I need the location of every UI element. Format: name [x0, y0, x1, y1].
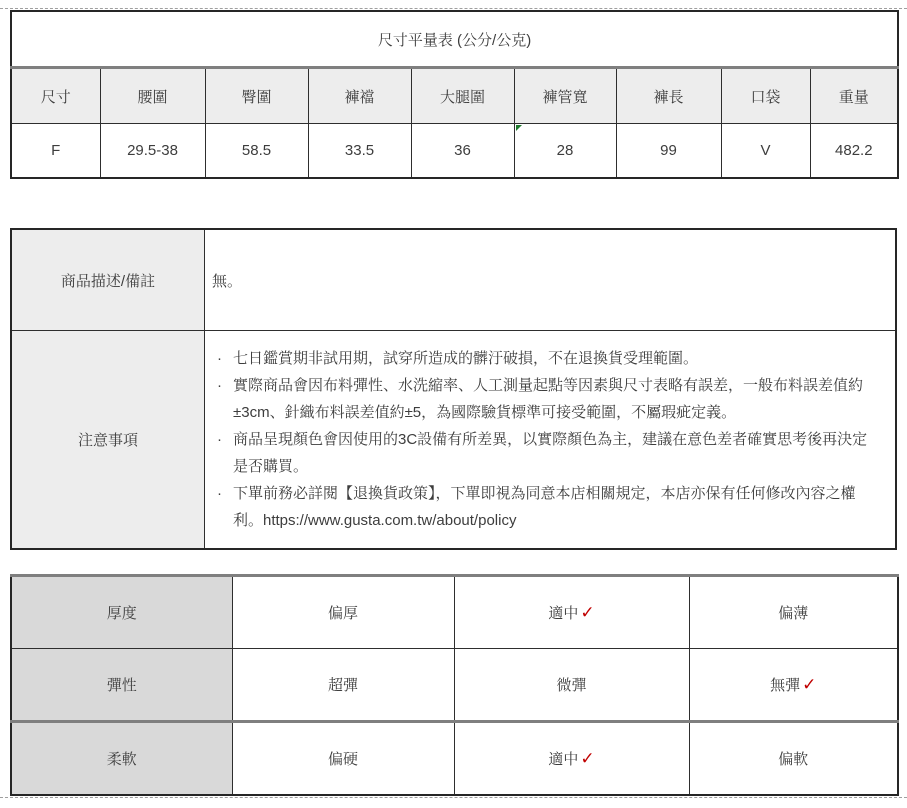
size-value-cell-7: V — [721, 124, 810, 179]
attribute-label-0: 厚度 — [11, 576, 232, 649]
size-value-cell-4: 36 — [411, 124, 514, 179]
red-check-icon: ✓ — [580, 603, 595, 622]
size-column-header-2: 臀圍 — [205, 68, 308, 124]
bullet-dot-icon: · — [217, 377, 222, 394]
bullet-dot-icon: · — [217, 350, 222, 367]
red-check-icon: ✓ — [580, 749, 595, 768]
size-column-header-5: 褲管寬 — [514, 68, 616, 124]
notes-bullet-list — [212, 345, 881, 534]
attribute-option-1-2: 無彈 ✓ — [689, 649, 898, 722]
notes-bullet-text: 商品呈現顏色會因使用的3C設備有所差異，以實際顏色為主，建議在意色差者確實思考後再決定是否購買。 — [233, 431, 868, 475]
size-value-cell-3: 33.5 — [308, 124, 411, 179]
size-measurement-table — [10, 10, 899, 179]
size-value-cell-1: 29.5-38 — [100, 124, 205, 179]
attribute-label-2: 柔軟 — [11, 722, 232, 796]
notes-bullet-text: 七日鑑賞期非試用期，試穿所造成的髒汙破損，不在退換貨受理範圍。 — [233, 350, 699, 367]
size-column-header-1: 腰圍 — [100, 68, 205, 124]
page-break-dashed-line-top — [0, 8, 907, 9]
description-content: 無。 — [205, 229, 897, 331]
size-column-header-6: 褲長 — [616, 68, 721, 124]
attribute-row-0 — [11, 576, 898, 649]
attribute-option-1-0: 超彈 — [232, 649, 454, 722]
attribute-option-2-1: 適中 ✓ — [454, 722, 689, 796]
bullet-dot-icon: · — [217, 431, 222, 448]
attribute-option-2-2: 偏軟 — [689, 722, 898, 796]
attribute-label-1: 彈性 — [11, 649, 232, 722]
size-table-title: 尺寸平量表 (公分/公克) — [11, 11, 898, 68]
cell-comment-flag-icon — [516, 125, 522, 131]
notes-bullet-item-0 — [212, 345, 881, 372]
description-notes-table — [10, 228, 897, 550]
notes-label: 注意事項 — [11, 331, 205, 550]
size-column-header-4: 大腿圍 — [411, 68, 514, 124]
bullet-dot-icon: · — [217, 485, 222, 502]
attribute-row-1 — [11, 649, 898, 722]
notes-content — [205, 331, 897, 550]
size-value-cell-5: 28 — [514, 124, 616, 179]
size-value-cell-8: 482.2 — [810, 124, 898, 179]
notes-bullet-text: 實際商品會因布料彈性、水洗縮率、人工測量起點等因素與尺寸表略有誤差，一般布料誤差值約±3cm、針織布料誤差值約±5，為國際驗貨標準可接受範圍，不屬瑕疵定義。 — [233, 377, 864, 421]
attribute-option-0-0: 偏厚 — [232, 576, 454, 649]
attribute-row-2 — [11, 722, 898, 796]
size-value-cell-2: 58.5 — [205, 124, 308, 179]
size-column-header-7: 口袋 — [721, 68, 810, 124]
size-table-header-row — [11, 68, 898, 124]
attribute-rating-table — [10, 574, 899, 796]
attribute-option-0-2: 偏薄 — [689, 576, 898, 649]
notes-bullet-item-2 — [212, 426, 881, 480]
red-check-icon: ✓ — [802, 675, 817, 694]
attribute-option-2-0: 偏硬 — [232, 722, 454, 796]
attribute-option-1-1: 微彈 — [454, 649, 689, 722]
description-label: 商品描述/備註 — [11, 229, 205, 331]
attribute-option-0-1: 適中 ✓ — [454, 576, 689, 649]
size-column-header-8: 重量 — [810, 68, 898, 124]
size-value-cell-6: 99 — [616, 124, 721, 179]
size-value-cell-0: F — [11, 124, 100, 179]
size-column-header-0: 尺寸 — [11, 68, 100, 124]
size-column-header-3: 褲襠 — [308, 68, 411, 124]
notes-bullet-text: 下單前務必詳閱【退換貨政策】，下單即視為同意本店相關規定，本店亦保有任何修改內容之權利。https://www.gusta.com.tw/about/policy — [233, 485, 856, 529]
notes-bullet-item-3 — [212, 480, 881, 534]
page-break-dashed-line-bottom — [0, 797, 907, 798]
notes-bullet-item-1 — [212, 372, 881, 426]
size-table-data-row — [11, 124, 898, 179]
